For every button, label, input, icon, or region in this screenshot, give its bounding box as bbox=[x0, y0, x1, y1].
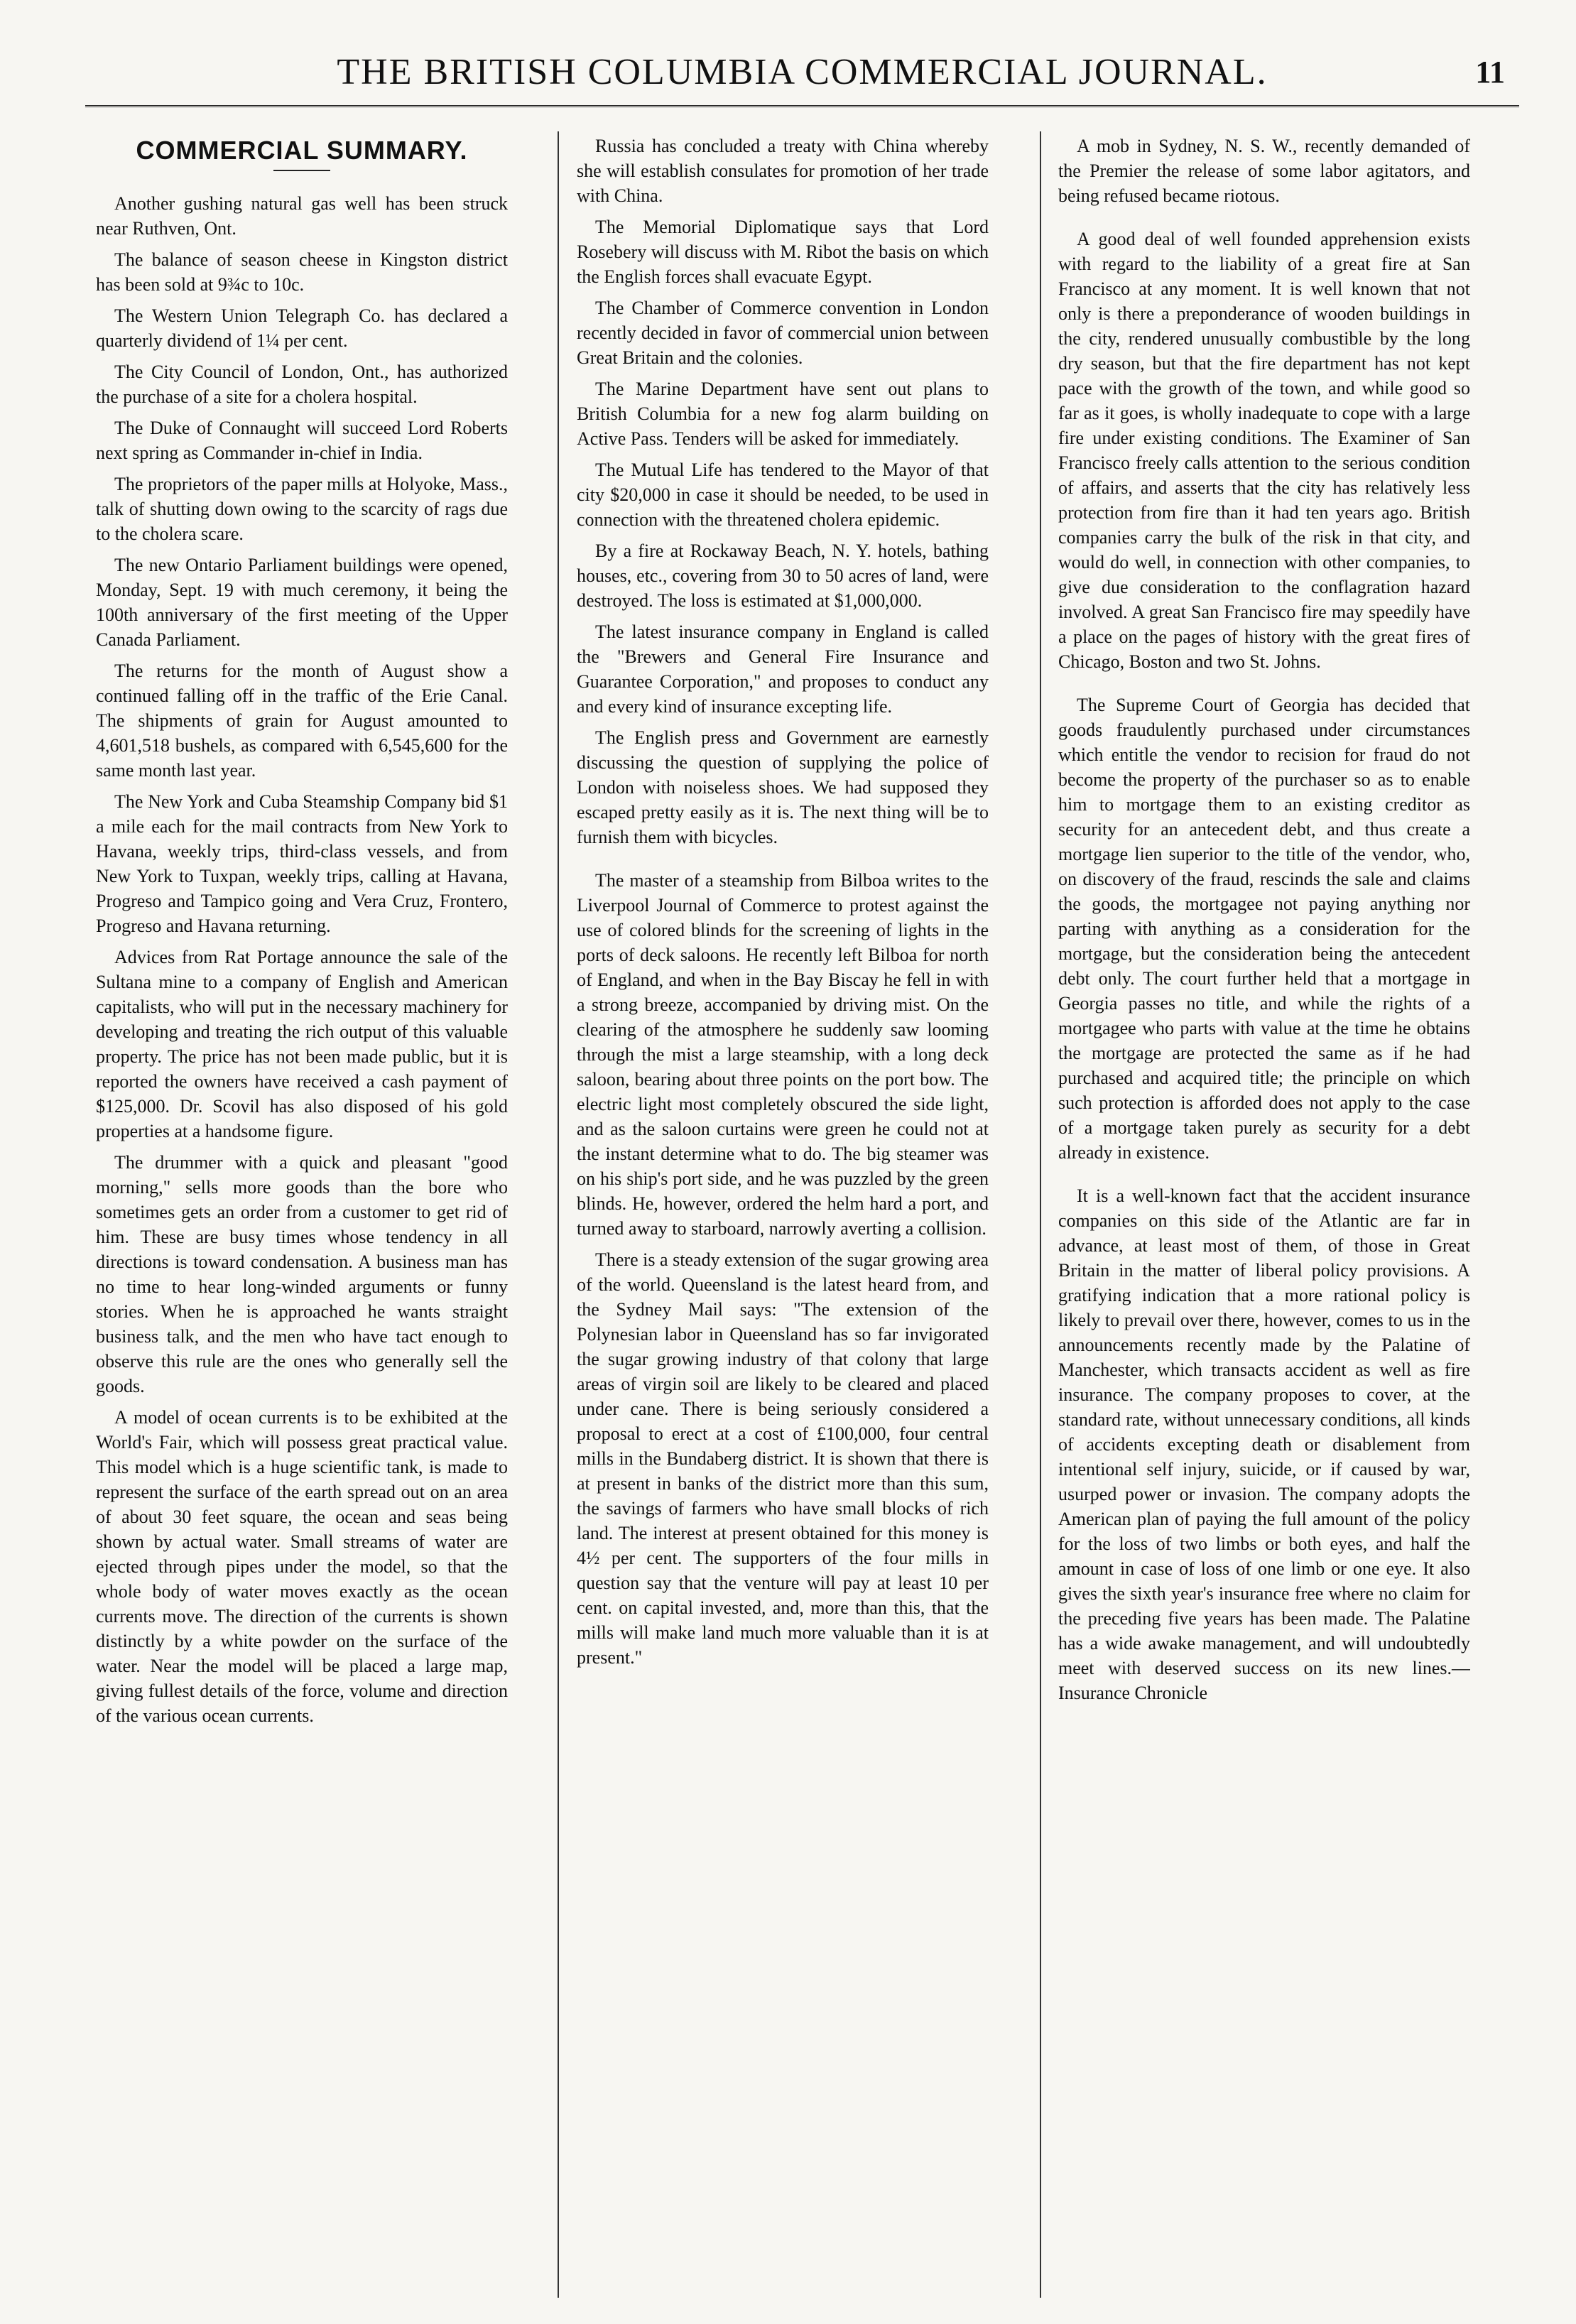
page-number: 11 bbox=[1475, 55, 1505, 89]
paragraph: Another gushing natural gas well has been struck near Ruthven, Ont. bbox=[96, 193, 508, 239]
paragraph: The Chamber of Commerce convention in London recently decided in favor of commercial union between Great Britain and the colonies. bbox=[577, 298, 989, 368]
column-2 bbox=[577, 134, 989, 2293]
paragraph: The latest insurance company in England is called the "Brewers and General Fire Insurance and Guarantee Corporation," and proposes to conduct any and every kind of insurance excepting life. bbox=[577, 621, 989, 717]
paragraph: Advices from Rat Portage announce the sale of the Sultana mine to a company of English and American capitalists, who will put in the necessary machinery for developing and treating the rich output of this valuable property. The price has not been made public, but it is reported the owners have received a cash payment of $125,000. Dr. Scovil has also disposed of his gold properties at a handsome figure. bbox=[96, 947, 508, 1141]
paragraph: The master of a steamship from Bilboa writes to the Liverpool Journal of Commerce to protest against the use of colored blinds for the screening of lights in the ports of deck saloons. He recently left Bilboa for north of England, and when in the Bay Biscay he fell in with a strong breeze, accompanied by driving mist. On the clearing of the atmosphere he suddenly saw looming through the mist a large steamship, with a long deck saloon, bearing about three points on the port bow. The electric light most completely obscured the side light, and as the saloon curtains were green he could not at the instant determine what to do. The big steamer was on his ship's port side, and he was puzzled by the green blinds. He, however, ordered the helm hard a port, and turned away to starboard, narrowly averting a collision. bbox=[577, 870, 989, 1239]
paragraph: By a fire at Rockaway Beach, N. Y. hotels, bathing houses, etc., covering from 30 to 50 acres of land, were destroyed. The loss is estimated at $1,000,000. bbox=[577, 541, 989, 611]
paragraph: There is a steady extension of the sugar growing area of the world. Queensland is the latest heard from, and the Sydney Mail says: "The extension of the Polynesian labor in Queensland has so far invigorated the sugar growing industry of that colony that large areas of virgin soil are likely to be cleared and placed under cane. There is being seriously considered a proposal to erect at a cost of £100,000, four central mills in the Bundaberg district. It is shown that there is at present in banks of the district more than this sum, the savings of farmers who have small blocks of rich land. The interest at present obtained for this money is 4½ per cent. The supporters of the four mills in question say that the venture will pay at least 10 per cent. on capital invested, and, more than this, that the mills will make land much more valuable than it is at present." bbox=[577, 1249, 989, 1668]
paragraph: The new Ontario Parliament buildings were opened, Monday, Sept. 19 with much ceremony, it being the 100th anniversary of the first meeting of the Upper Canada Parliament. bbox=[96, 555, 508, 650]
paragraph: A mob in Sydney, N. S. W., recently demanded of the Premier the release of some labor agitators, and being refused became riotous. bbox=[1058, 136, 1470, 206]
masthead bbox=[85, 51, 1519, 107]
paragraph: The returns for the month of August show a continued falling off in the traffic of the Erie Canal. The shipments of grain for August amounted to 4,601,518 bushels, as compared with 6,545,600 for the same month last year. bbox=[96, 661, 508, 781]
paragraph: The New York and Cuba Steamship Company bid $1 a mile each for the mail contracts from New York to Havana, weekly trips, third-class vessels, and from New York to Tuxpan, weekly trips, calling at Havana, Progreso and Tampico going and Vera Cruz, Frontero, Progreso and Havana returning. bbox=[96, 791, 508, 936]
paragraph: Russia has concluded a treaty with China whereby she will establish consulates for promotion of her trade with China. bbox=[577, 136, 989, 206]
column-1 bbox=[96, 134, 508, 2293]
column-3 bbox=[1058, 134, 1470, 2293]
paragraph: The City Council of London, Ont., has authorized the purchase of a site for a cholera hospital. bbox=[96, 362, 508, 407]
paragraph: A model of ocean currents is to be exhibited at the World's Fair, which will possess great practical value. This model which is a huge scientific tank, is made to represent the surface of the earth spread out on an area of about 30 feet square, the ocean and seas being shown by actual water. Small streams of water are ejected through pipes under the model, so that the whole body of water moves exactly as the ocean currents move. The direction of the currents is shown distinctly by a white powder on the surface of the water. Near the model will be placed a large map, giving fullest details of the force, volume and direction of the various ocean currents. bbox=[96, 1407, 508, 1726]
journal-title: THE BRITISH COLUMBIA COMMERCIAL JOURNAL. bbox=[337, 52, 1268, 92]
paragraph: The proprietors of the paper mills at Holyoke, Mass., talk of shutting down owing to the scarcity of rags due to the cholera scare. bbox=[96, 474, 508, 544]
paragraph: The drummer with a quick and pleasant "good morning," sells more goods than the bore who sometimes gets an order from a customer to get rid of him. These are busy times whose tendency in all directions is toward condensation. A business man has no time to hear long-winded arguments or funny stories. When he is approached he wants straight business talk, and the men who have tact enough to observe this rule are the ones who generally sell the goods. bbox=[96, 1152, 508, 1396]
paragraph: The balance of season cheese in Kingston district has been sold at 9¾c to 10c. bbox=[96, 249, 508, 295]
paragraph: A good deal of well founded apprehension exists with regard to the liability of a great fire at San Francisco at any moment. It is well known that not only is there a preponderance of wooden buildings in the city, rendered unusually combustible by the long dry season, but that the fire department has not kept pace with the growth of the town, and while good so far as it goes, is wholly inadequate to cope with a large fire under existing conditions. The Examiner of San Francisco freely calls attention to the serious condition of affairs, and asserts that the city has relatively less protection from fire than it had ten years ago. British companies carry the bulk of the risk in that city, and would do well, in connection with other companies, to give due consideration to the conflagration hazard involved. A great San Francisco fire may speedily have a place on the pages of history with the great fires of Chicago, Boston and two St. Johns. bbox=[1058, 229, 1470, 672]
paragraph: The Marine Department have sent out plans to British Columbia for a new fog alarm building on Active Pass. Tenders will be asked for immediately. bbox=[577, 379, 989, 449]
paragraph: The Mutual Life has tendered to the Mayor of that city $20,000 in case it should be needed, to be used in connection with the threatened cholera epidemic. bbox=[577, 460, 989, 530]
paragraph: It is a well-known fact that the accident insurance companies on this side of the Atlantic are far in advance, at least most of them, of those in Great Britain in the matter of liberal policy provisions. A gratifying indication that a more rational policy is likely to prevail over there, however, comes to us in the announcements recently made by the Palatine of Manchester, which transacts accident as well as fire insurance. The company proposes to cover, at the standard rate, without unnecessary conditions, all kinds of accidents excepting death or disablement from intentional self injury, suicide, or if caused by war, usurped power or invasion. The company adopts the American plan of paying the full amount of the policy for the loss of two limbs or both eyes, and half the amount in case of loss of one limb or one eye. It also gives the sixth year's insurance free where no claim for the preceding five years has been made. The Palatine has a wide awake management, and will undoubtedly meet with deserved success on its new lines.—Insurance Chronicle bbox=[1058, 1185, 1470, 1703]
heading-rule bbox=[273, 170, 330, 171]
paragraph: The Supreme Court of Georgia has decided that goods fraudulently purchased under circumstances which entitle the vendor to recision for fraud do not become the property of the purchaser so as to enable him to mortgage them to an existing creditor as security for an antecedent debt, and thus create a mortgage lien superior to the title of the vendor, who, on discovery of the fraud, rescinds the sale and claims the goods, the mortgagee not paying anything nor parting with anything as a consideration for the mortgage, but the consideration being the antecedent debt only. The court further held that a mortgage in Georgia passes no title, and while the rights of a mortgagee who parts with value at the time he obtains the mortgage are protected the same as if he had purchased and acquired title; the principle on which such protection is afforded does not apply to the case of a mortgage taken purely as security for a debt already in existence. bbox=[1058, 695, 1470, 1163]
column-rule bbox=[1040, 131, 1041, 2298]
paragraph: The Duke of Connaught will succeed Lord Roberts next spring as Commander in-chief in India. bbox=[96, 418, 508, 463]
paragraph: The English press and Government are earnestly discussing the question of supplying the police of London with noiseless shoes. We had supposed they escaped pretty easily as it is. The next thing will be to furnish them with bicycles. bbox=[577, 727, 989, 847]
paragraph: The Western Union Telegraph Co. has declared a quarterly dividend of 1¼ per cent. bbox=[96, 305, 508, 351]
paragraph: The Memorial Diplomatique says that Lord Rosebery will discuss with M. Ribot the basis on which the English forces shall evacuate Egypt. bbox=[577, 217, 989, 287]
section-heading: COMMERCIAL SUMMARY. bbox=[136, 136, 468, 165]
column-rule bbox=[558, 131, 559, 2298]
